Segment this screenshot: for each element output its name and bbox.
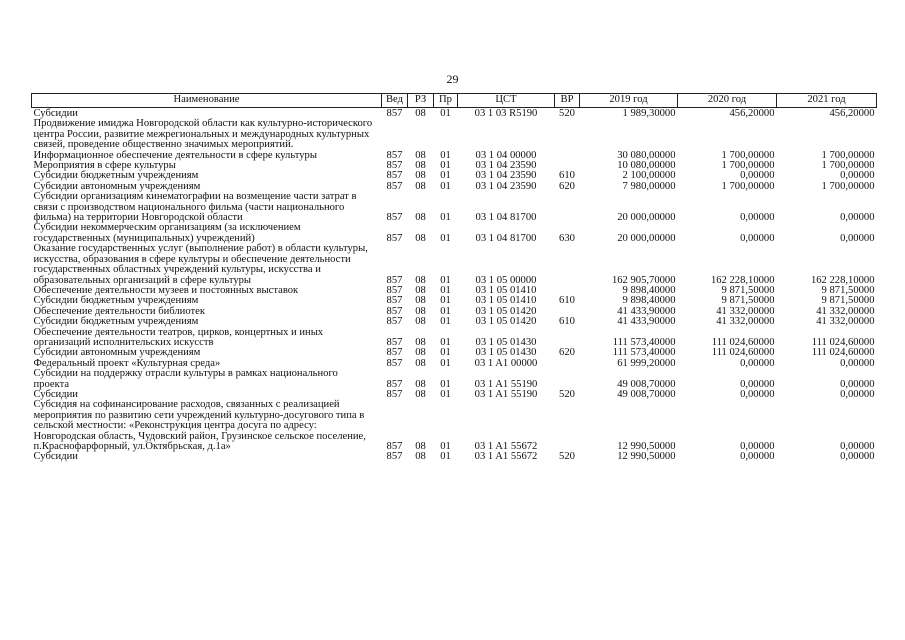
table-row <box>32 244 877 286</box>
header-vr: ВР <box>555 94 580 108</box>
row-ved: 857 <box>386 441 403 452</box>
row-name: Субсидии некоммерческим организациям (за исключением государственных (муниципальных) учреждений) <box>33 222 301 244</box>
table-row <box>32 452 877 462</box>
row-2019: 111 573,40000 <box>612 336 676 348</box>
row-2021: 1 700,00000 <box>821 160 875 172</box>
row-rz: 08 <box>415 305 426 317</box>
row-2021: 1 700,00000 <box>821 180 875 192</box>
header-rz: РЗ <box>408 94 434 108</box>
row-2019: 10 080,00000 <box>617 160 676 172</box>
row-cst: 03 1 05 01420 <box>475 305 537 317</box>
row-cst: 03 1 A1 55190 <box>474 388 538 400</box>
row-2021: 111 024,60000 <box>811 336 875 348</box>
row-rz: 08 <box>415 284 426 296</box>
row-name: Субсидии бюджетным учреждениям <box>33 170 199 182</box>
row-pr: 01 <box>440 180 451 192</box>
row-2020: 0,00000 <box>740 232 775 244</box>
row-ved: 857 <box>386 347 403 359</box>
table-row <box>32 223 877 244</box>
row-2019: 20 000,00000 <box>617 232 676 244</box>
row-ved: 857 <box>386 378 403 390</box>
row-ved: 857 <box>386 336 403 348</box>
row-2019: 1 989,30000 <box>622 108 676 119</box>
row-pr: 01 <box>440 284 451 296</box>
row-rz: 08 <box>415 180 426 192</box>
row-pr: 01 <box>440 388 451 400</box>
header-name: Наименование <box>32 94 382 108</box>
row-vr <box>555 359 580 369</box>
row-ved: 857 <box>386 305 403 317</box>
row-rz: 08 <box>415 160 426 172</box>
row-2019: 20 000,00000 <box>617 212 676 224</box>
table-row <box>32 400 877 452</box>
row-2019: 7 980,00000 <box>622 180 676 192</box>
row-pr: 01 <box>440 295 451 307</box>
row-name: Субсидии на поддержку отрасли культуры в рамках национального проекта <box>33 368 338 390</box>
row-ved: 857 <box>386 108 403 119</box>
row-vr: 620 <box>559 180 575 192</box>
row-name: Субсидии <box>33 108 78 119</box>
row-vr <box>555 192 580 223</box>
table-body <box>32 108 877 463</box>
row-2019: 9 898,40000 <box>622 284 676 296</box>
row-rz: 08 <box>415 232 426 244</box>
row-vr: 520 <box>559 451 575 463</box>
header-cst: ЦСТ <box>458 94 555 108</box>
row-ved: 857 <box>386 274 403 286</box>
row-2019: 49 008,70000 <box>617 378 676 390</box>
row-pr: 01 <box>440 305 451 317</box>
row-vr: 620 <box>559 347 575 359</box>
row-2020: 111 024,60000 <box>711 336 775 348</box>
row-ved: 857 <box>386 170 403 182</box>
row-name: Обеспечение деятельности музеев и постоянных выставок <box>33 284 299 296</box>
row-cst: 03 1 04 81700 <box>475 232 537 244</box>
row-name: Субсидии бюджетным учреждениям <box>33 316 199 328</box>
row-2019: 41 433,90000 <box>617 305 676 317</box>
header-2019: 2019 год <box>580 94 678 108</box>
header-ved: Вед <box>382 94 408 108</box>
row-cst: 03 1 05 01420 <box>475 316 537 328</box>
row-rz: 08 <box>415 451 426 463</box>
row-2020: 456,20000 <box>729 108 775 119</box>
row-2020: 9 871,50000 <box>721 295 775 307</box>
row-cst: 03 1 03 R5190 <box>474 108 538 119</box>
row-cst: 03 1 05 01430 <box>475 336 537 348</box>
row-2021: 1 700,00000 <box>821 149 875 161</box>
row-2020: 0,00000 <box>740 451 775 463</box>
row-2021: 0,00000 <box>840 451 875 463</box>
row-2019: 162 905,70000 <box>611 274 676 286</box>
row-name: Оказание государственных услуг (выполнение работ) в области культуры, искусства, образования в сфере культуры и обеспечение деятельности государственных областных учреждений культуры, искусства и образовательных организаций в сфере культуры <box>33 243 368 286</box>
row-rz: 08 <box>415 388 426 400</box>
row-name: Субсидия на софинансирование расходов, связанных с реализацией мероприятия по развитию сети учреждений культурно-досугового типа в сельской местности: «Реконструкция центра досуга по адресу: Новгородская область, Чудовский район, Грузинское сельское поселение, п.Краснофарфорный, ул.Октябрьская, д.1а» <box>33 399 366 452</box>
table-row <box>32 328 877 349</box>
row-2021: 0,00000 <box>840 232 875 244</box>
row-name: Продвижение имиджа Новгородской области как культурно-исторического центра России, развитие межрегиональных и международных культурных связей, проведение общественно значимых мероприятий. Информационное обеспечение деятельности в сфере культуры <box>33 118 373 161</box>
row-rz: 08 <box>415 441 426 452</box>
row-2021: 162 228,10000 <box>810 274 875 286</box>
row-pr: 01 <box>440 160 451 172</box>
table-header-row <box>32 94 877 108</box>
row-cst: 03 1 A1 00000 <box>474 357 538 369</box>
row-name: Субсидии организациям кинематографии на возмещение части затрат в связи с производством национального фильма (части национального фильма) на территории Новгородской области <box>33 191 357 224</box>
row-cst: 03 1 04 23590 <box>475 160 537 172</box>
row-rz: 08 <box>415 212 426 224</box>
row-cst: 03 1 04 23590 <box>475 180 537 192</box>
row-pr: 01 <box>440 316 451 328</box>
row-2019: 12 990,50000 <box>617 441 676 452</box>
row-pr: 01 <box>440 378 451 390</box>
row-vr <box>555 369 580 390</box>
row-2020: 0,00000 <box>740 170 775 182</box>
row-2021: 0,00000 <box>840 170 875 182</box>
row-2020: 162 228,10000 <box>710 274 775 286</box>
row-name: Субсидии автономным учреждениям <box>33 180 201 192</box>
row-ved: 857 <box>386 212 403 224</box>
row-2019: 2 100,00000 <box>622 170 676 182</box>
row-ved: 857 <box>386 232 403 244</box>
table-row <box>32 369 877 390</box>
row-2020: 1 700,00000 <box>721 149 775 161</box>
row-cst: 03 1 05 01430 <box>475 347 537 359</box>
row-vr <box>555 328 580 349</box>
row-rz: 08 <box>415 108 426 119</box>
row-rz: 08 <box>415 336 426 348</box>
row-2020: 41 332,00000 <box>716 305 775 317</box>
row-2021: 0,00000 <box>840 388 875 400</box>
row-pr: 01 <box>440 451 451 463</box>
row-2021: 0,00000 <box>840 357 875 369</box>
row-ved: 857 <box>386 284 403 296</box>
row-ved: 857 <box>386 160 403 172</box>
row-2019: 61 999,20000 <box>617 357 676 369</box>
row-vr: 520 <box>559 108 575 119</box>
row-name: Субсидии <box>33 388 78 400</box>
row-rz: 08 <box>415 347 426 359</box>
table-row <box>32 192 877 223</box>
row-pr: 01 <box>440 357 451 369</box>
row-2019: 9 898,40000 <box>622 295 676 307</box>
row-2021: 0,00000 <box>840 212 875 224</box>
row-cst: 03 1 A1 55672 <box>474 441 538 452</box>
row-2021: 0,00000 <box>840 441 875 452</box>
row-2019: 12 990,50000 <box>617 451 676 463</box>
row-2019: 49 008,70000 <box>617 388 676 400</box>
table-row <box>32 317 877 327</box>
row-2019: 111 573,40000 <box>612 347 676 359</box>
row-ved: 857 <box>386 451 403 463</box>
row-cst: 03 1 04 00000 <box>475 149 537 161</box>
row-2019: 41 433,90000 <box>617 316 676 328</box>
row-2020: 1 700,00000 <box>721 160 775 172</box>
row-2020: 0,00000 <box>740 388 775 400</box>
row-ved: 857 <box>386 180 403 192</box>
row-2020: 0,00000 <box>740 212 775 224</box>
row-2021: 9 871,50000 <box>821 295 875 307</box>
row-pr: 01 <box>440 170 451 182</box>
row-ved: 857 <box>386 149 403 161</box>
row-pr: 01 <box>440 232 451 244</box>
row-cst: 03 1 05 00000 <box>475 274 537 286</box>
row-ved: 857 <box>386 316 403 328</box>
row-2020: 111 024,60000 <box>711 347 775 359</box>
row-2020: 0,00000 <box>740 357 775 369</box>
table-row <box>32 119 877 161</box>
row-2021: 41 332,00000 <box>816 316 875 328</box>
row-cst: 03 1 05 01410 <box>475 295 537 307</box>
row-pr: 01 <box>440 336 451 348</box>
budget-table <box>31 93 877 463</box>
row-pr: 01 <box>440 347 451 359</box>
row-name: Субсидии <box>33 451 78 463</box>
header-2020: 2020 год <box>678 94 777 108</box>
row-vr <box>555 244 580 286</box>
row-2020: 9 871,50000 <box>721 284 775 296</box>
row-pr: 01 <box>440 108 451 119</box>
row-vr: 630 <box>559 232 575 244</box>
row-rz: 08 <box>415 357 426 369</box>
page-number: 29 <box>446 72 459 86</box>
row-2021: 111 024,60000 <box>811 347 875 359</box>
row-name: Мероприятия в сфере культуры <box>33 160 176 172</box>
row-cst: 03 1 05 01410 <box>475 284 537 296</box>
row-name: Обеспечение деятельности театров, цирков, концертных и иных организаций исполнительских искусств <box>33 326 324 348</box>
row-vr <box>555 400 580 452</box>
row-pr: 01 <box>440 441 451 452</box>
row-2021: 9 871,50000 <box>821 284 875 296</box>
row-ved: 857 <box>386 357 403 369</box>
row-rz: 08 <box>415 149 426 161</box>
header-pr: Пр <box>434 94 458 108</box>
row-2021: 0,00000 <box>840 378 875 390</box>
row-2020: 0,00000 <box>740 441 775 452</box>
row-pr: 01 <box>440 274 451 286</box>
row-rz: 08 <box>415 378 426 390</box>
row-2021: 456,20000 <box>829 108 875 119</box>
row-2020: 41 332,00000 <box>716 316 775 328</box>
row-vr <box>555 119 580 161</box>
row-2019: 30 080,00000 <box>617 149 676 161</box>
row-rz: 08 <box>415 170 426 182</box>
row-pr: 01 <box>440 149 451 161</box>
row-name: Субсидии автономным учреждениям <box>33 347 201 359</box>
row-name: Федеральный проект «Культурная среда» <box>33 357 221 369</box>
row-2020: 1 700,00000 <box>721 180 775 192</box>
row-pr: 01 <box>440 212 451 224</box>
row-vr: 610 <box>559 295 575 307</box>
row-vr: 610 <box>559 170 575 182</box>
row-rz: 08 <box>415 274 426 286</box>
row-rz: 08 <box>415 316 426 328</box>
row-cst: 03 1 A1 55190 <box>474 378 538 390</box>
row-name: Обеспечение деятельности библиотек <box>33 305 205 317</box>
row-rz: 08 <box>415 295 426 307</box>
row-cst: 03 1 A1 55672 <box>474 451 538 463</box>
row-cst: 03 1 04 23590 <box>475 170 537 182</box>
row-vr: 610 <box>559 316 575 328</box>
header-2021: 2021 год <box>777 94 877 108</box>
row-2020: 0,00000 <box>740 378 775 390</box>
row-vr: 520 <box>559 388 575 400</box>
row-ved: 857 <box>386 388 403 400</box>
row-cst: 03 1 04 81700 <box>475 212 537 224</box>
row-2021: 41 332,00000 <box>816 305 875 317</box>
row-ved: 857 <box>386 295 403 307</box>
row-name: Субсидии бюджетным учреждениям <box>33 295 199 307</box>
